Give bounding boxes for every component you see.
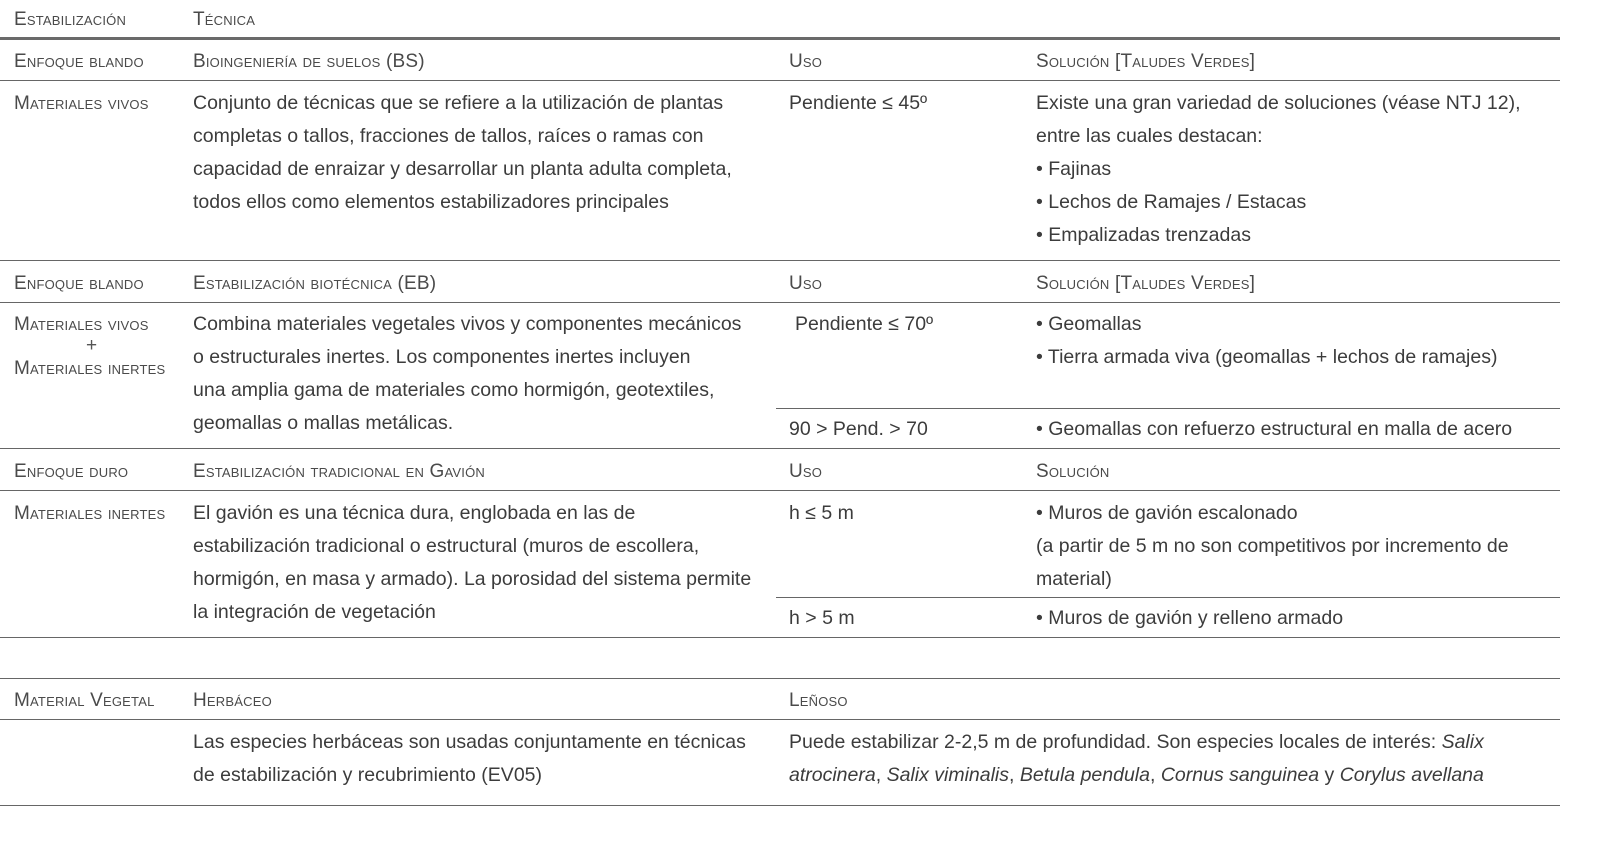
solucion-list: • Geomallas • Tierra armada viva (geomallas + lechos de ramajes) [1036, 313, 1498, 368]
herbaceo-label: Herbáceo [193, 690, 272, 711]
vegetal-label: Material Vegetal [14, 690, 155, 711]
approach-label: Enfoque blando [14, 51, 144, 72]
solucion-list: • Muros de gavión y relleno armado [1036, 607, 1344, 629]
subrow-divider [776, 408, 1560, 409]
uso-label: Uso [789, 51, 823, 72]
row-divider [0, 302, 1560, 303]
row-divider [0, 260, 1560, 261]
solucion-list: Existe una gran variedad de soluciones (véase NTJ 12), entre las cuales destacan: • Fajinas • Lechos de Ramajes / Estacas • Empalizadas trenzadas [1036, 92, 1521, 246]
header-tecnica: Técnica [193, 9, 256, 30]
materials-label: Materiales inertes [14, 358, 166, 379]
approach-label: Enfoque duro [14, 461, 129, 482]
uso-value: Pendiente ≤ 70º [795, 313, 934, 335]
row-divider [0, 678, 1560, 679]
description-text: Conjunto de técnicas que se refiere a la utilización de plantas completas o tallos, fracciones de tallos, raíces o ramas con capacidad de enraizar y desarrollar un planta adulta completa, todos ellos como elementos estabilizadores principales [193, 92, 732, 213]
description-text: El gavión es una técnica dura, englobada en las de estabilización tradicional o estructural (muros de escollera, hormigón, en masa y armado). La porosidad del sistema permite la integración de vegetación [193, 502, 752, 623]
materials-label: Materiales inertes [14, 503, 166, 524]
row-divider [0, 637, 1560, 638]
row-divider [0, 490, 1560, 491]
row-divider [0, 719, 1560, 720]
approach-label: Enfoque blando [14, 273, 144, 294]
solucion-list: • Geomallas con refuerzo estructural en malla de acero [1036, 418, 1513, 440]
description-text: Combina materiales vegetales vivos y componentes mecánicos o estructurales inertes. Los componentes inertes incluyen una amplia gama de materiales como hormigón, geotextiles, geomallas o mallas metálicas. [193, 313, 742, 434]
herbaceo-text: Las especies herbáceas son usadas conjuntamente en técnicas de estabilización y recubrimiento (EV05) [193, 731, 746, 786]
technique-label: Estabilización biotécnica (EB) [193, 273, 437, 294]
header-rule [0, 37, 1560, 40]
solucion-label: Solución [1036, 461, 1110, 482]
materials-label: Materiales vivos [14, 93, 149, 114]
uso-label: Uso [789, 273, 823, 294]
row-divider [0, 448, 1560, 449]
row-divider [0, 805, 1560, 806]
plus-sign: + [86, 335, 98, 356]
technique-label: Estabilización tradicional en Gavión [193, 461, 485, 482]
solucion-label: Solución [Taludes Verdes] [1036, 273, 1256, 294]
header-estabilizacion: Estabilización [14, 9, 127, 30]
row-divider [0, 80, 1560, 81]
uso-value: Pendiente ≤ 45º [789, 92, 928, 114]
subrow-divider [776, 597, 1560, 598]
technique-label: Bioingeniería de suelos (BS) [193, 51, 425, 72]
solucion-list: • Muros de gavión escalonado (a partir de 5 m no son competitivos por incremento de material) [1036, 502, 1509, 590]
uso-value: 90 > Pend. > 70 [789, 418, 928, 440]
uso-value: h ≤ 5 m [789, 502, 854, 524]
uso-value: h > 5 m [789, 607, 855, 629]
uso-label: Uso [789, 461, 823, 482]
lenoso-label: Leñoso [789, 690, 848, 711]
lenoso-text: Puede estabilizar 2-2,5 m de profundidad. Son especies locales de interés: Salix atrocinera, Salix viminalis, Betula pendula, Cornus sanguinea y Corylus avellana [789, 731, 1484, 786]
solucion-label: Solución [Taludes Verdes] [1036, 51, 1256, 72]
materials-label: Materiales vivos [14, 314, 149, 335]
